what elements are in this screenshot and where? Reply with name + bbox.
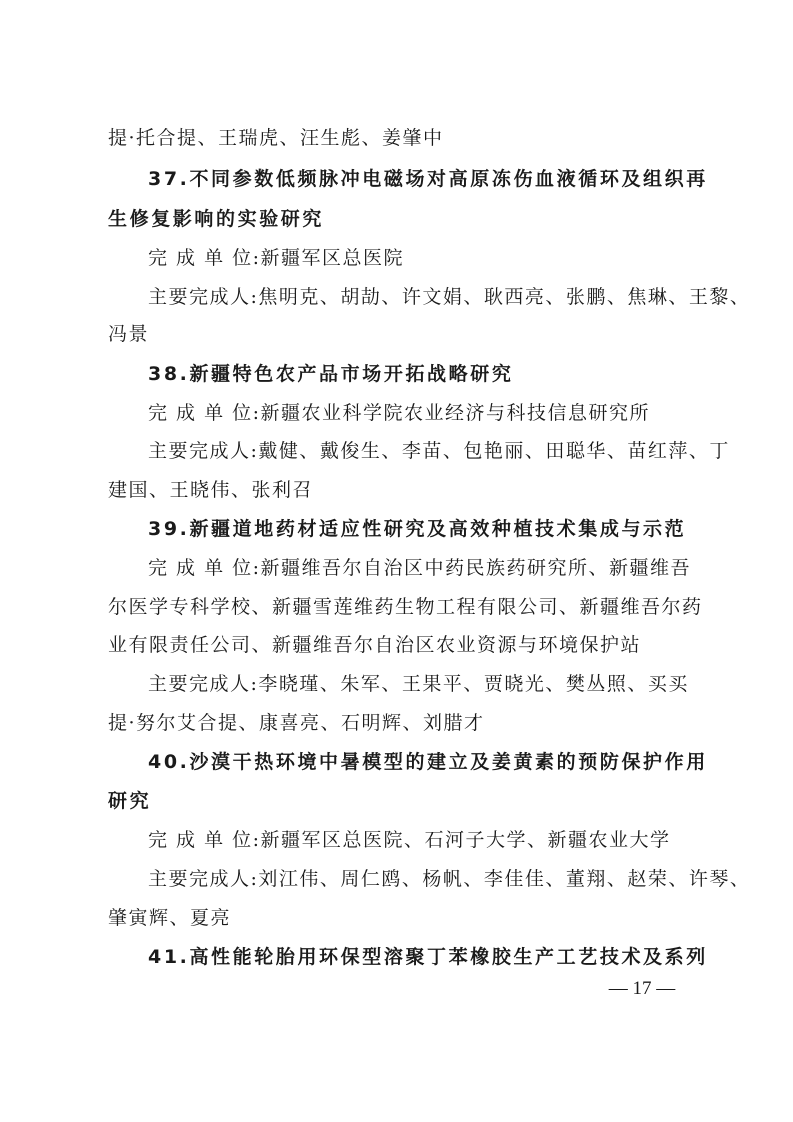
item-39-unit: [148, 556, 698, 580]
item-39-persons: [148, 672, 698, 696]
item-37-unit: [148, 246, 698, 270]
item-38-unit: [148, 401, 698, 425]
persons-label: 主要完成人:: [148, 440, 259, 462]
item-41-title: 41.高性能轮胎用环保型溶聚丁苯橡胶生产工艺技术及系列: [148, 946, 708, 968]
item-39-title: 39.新疆道地药材适应性研究及高效种植技术集成与示范: [148, 518, 687, 540]
unit-text: 新疆维吾尔自治区中药民族药研究所、新疆维吾: [260, 557, 692, 579]
item-37-title-cont: 生修复影响的实验研究: [108, 208, 325, 230]
persons-text: 戴健、戴俊生、李苗、包艳丽、田聪华、苗红萍、丁: [258, 440, 730, 462]
item-38-persons: [148, 439, 730, 463]
persons-label: 主要完成人:: [148, 868, 259, 890]
item-37-persons: [148, 285, 751, 309]
text-line: 业有限责任公司、新疆维吾尔自治区农业资源与环境保护站: [108, 634, 642, 656]
item-37-title: 37.不同参数低频脉冲电磁场对高原冻伤血液循环及组织再: [148, 168, 708, 190]
unit-label: 完 成 单 位:: [148, 557, 261, 579]
persons-label: 主要完成人:: [148, 286, 259, 308]
text-line: 冯景: [108, 323, 150, 345]
text-line: 肇寅辉、夏亮: [108, 907, 232, 929]
item-40-title-cont: 研究: [108, 790, 152, 812]
unit-text: 新疆军区总医院: [260, 247, 405, 269]
item-40-title: 40.沙漠干热环境中暑模型的建立及姜黄素的预防保护作用: [148, 751, 708, 773]
unit-label: 完 成 单 位:: [148, 247, 261, 269]
unit-text: 新疆军区总医院、石河子大学、新疆农业大学: [260, 829, 671, 851]
persons-text: 焦明克、胡劼、许文娟、耿西亮、张鹏、焦琳、王黎、: [258, 286, 751, 308]
item-40-persons: [148, 867, 751, 891]
text-line: 建国、王晓伟、张利召: [108, 479, 314, 501]
unit-label: 完 成 单 位:: [148, 829, 261, 851]
item-40-unit: [148, 828, 698, 852]
persons-label: 主要完成人:: [148, 673, 259, 695]
page-number: — 17 —: [608, 978, 676, 999]
item-38-title: 38.新疆特色农产品市场开拓战略研究: [148, 363, 514, 385]
persons-text: 李晓瑾、朱军、王果平、贾晓光、樊丛照、买买: [258, 673, 689, 695]
text-line: 提·努尔艾合提、康喜亮、石明辉、刘腊才: [108, 712, 485, 734]
text-line: 尔医学专科学校、新疆雪莲维药生物工程有限公司、新疆维吾尔药: [108, 596, 703, 618]
persons-text: 刘江伟、周仁鸥、杨帆、李佳佳、董翔、赵荣、许琴、: [258, 868, 751, 890]
unit-text: 新疆农业科学院农业经济与科技信息研究所: [260, 402, 651, 424]
unit-label: 完 成 单 位:: [148, 402, 261, 424]
text-line: 提·托合提、王瑞虎、汪生彪、姜肇中: [108, 127, 444, 149]
